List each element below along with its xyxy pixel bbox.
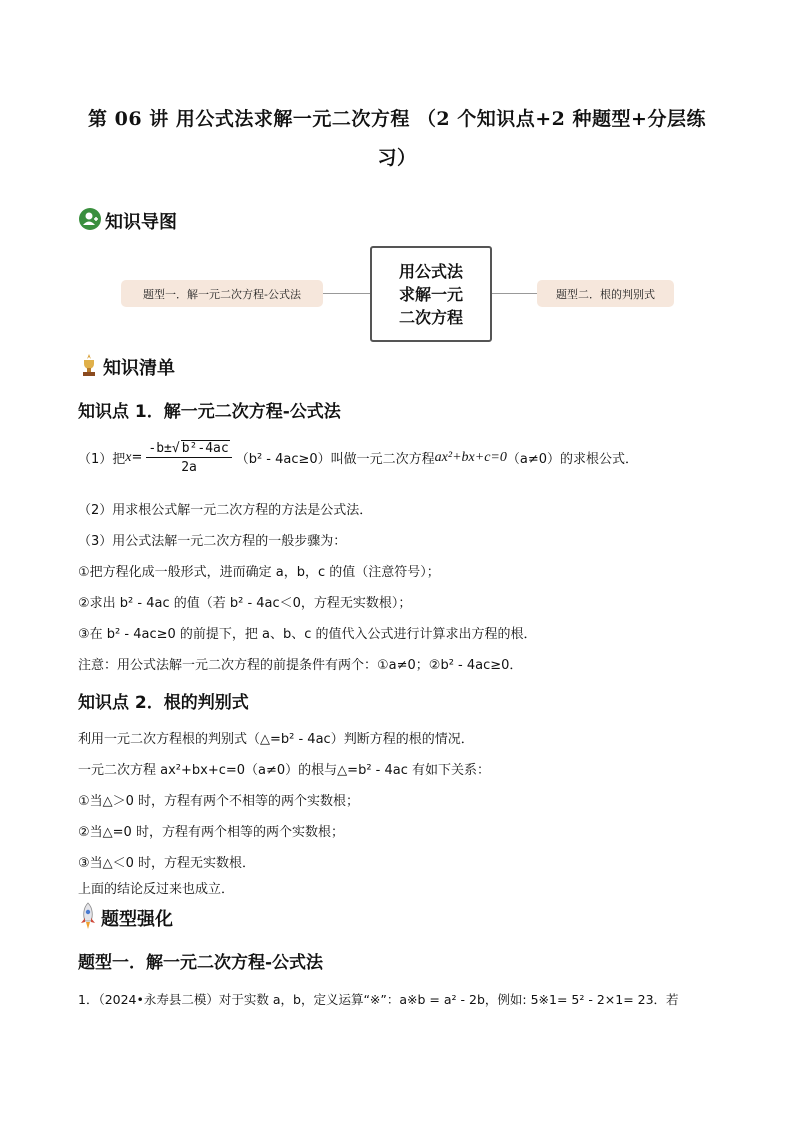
kp1-line-2: （2）用求根公式解一元二次方程的方法是公式法．	[78, 503, 373, 518]
kp2-line-3: ①当△＞0 时，方程有两个不相等的两个实数根；	[78, 794, 360, 809]
type1-title: 题型一．解一元二次方程-公式法	[78, 953, 324, 973]
kp1-formula-line	[78, 440, 638, 475]
kp2-line-6: 上面的结论反过来也成立．	[78, 882, 235, 897]
numerator-prefix: -b±	[148, 441, 172, 456]
mindmap-center-line: 用公式法	[398, 261, 463, 281]
equals-sign: =	[131, 450, 143, 465]
kp1-l1-middle: 叫做一元二次方程	[330, 452, 435, 467]
section-title: 知识清单	[103, 358, 175, 379]
kp1-line-6: ③在 b² - 4ac≥0 的前提下，把 a、b、c 的值代入公式进行计算求出方程的根．	[78, 627, 537, 642]
kp2-line-1: 利用一元二次方程根的判别式（△=b² - 4ac）判断方程的根的情况．	[78, 732, 474, 747]
document-title	[60, 100, 734, 178]
quadratic-equation: ax²+bx+c=0	[434, 449, 507, 465]
title-line-1: 第 06 讲 用公式法求解一元二次方程 （2 个知识点+2 种题型+分层练	[88, 108, 706, 130]
kp1-line-3: （3）用公式法解一元二次方程的一般步骤为：	[78, 534, 347, 549]
mindmap-center-node	[370, 246, 492, 342]
kp1-l1-condition: （b² - 4ac≥0）	[235, 452, 331, 467]
user-add-icon	[78, 207, 102, 235]
mindmap-center-line: 求解一元	[398, 284, 463, 304]
kp1-l1-prefix: （1）把	[78, 452, 126, 467]
mindmap-connector-left	[323, 293, 370, 294]
question-1: 1．（2024•永寿县二模）对于实数 a，b，定义运算“※”：a※b = a² - 2b，例如: 5※1= 5² - 2×1= 23．若	[78, 992, 679, 1007]
trophy-icon	[78, 352, 100, 382]
rocket-icon	[78, 902, 98, 934]
kp2-line-5: ③当△＜0 时，方程无实数根．	[78, 856, 256, 871]
section-title: 知识导图	[105, 212, 177, 233]
quadratic-formula-fraction	[146, 440, 231, 475]
kp2-line-4: ②当△=0 时，方程有两个相等的两个实数根；	[78, 825, 344, 840]
section-title: 题型强化	[101, 909, 173, 930]
variable-x: x	[125, 449, 132, 465]
kp1-l1-suffix: 的求根公式．	[560, 452, 639, 467]
section-mindmap-heading	[78, 207, 177, 235]
mindmap-node-left: 题型一．解一元二次方程-公式法	[121, 280, 323, 307]
fraction-numerator	[146, 440, 231, 458]
kp2-line-2: 一元二次方程 ax²+bx+c=0（a≠0）的根与△=b² - 4ac 有如下关系：	[78, 763, 491, 778]
sqrt-symbol: √	[171, 441, 180, 456]
title-line-2: 习）	[377, 147, 417, 169]
kp1-line-4: ①把方程化成一般形式，进而确定 a，b，c 的值（注意符号）；	[78, 565, 440, 580]
kp1-line-5: ②求出 b² - 4ac 的值（若 b² - 4ac＜0，方程无实数根）；	[78, 596, 412, 611]
mindmap-center-line: 二次方程	[398, 307, 463, 327]
mindmap-node-right: 题型二．根的判别式	[537, 280, 674, 307]
radicand: b²-4ac	[181, 441, 229, 456]
kp1-line-7: 注意：用公式法解一元二次方程的前提条件有两个：①a≠0；②b² - 4ac≥0．	[78, 658, 523, 673]
mindmap-connector-right	[488, 293, 537, 294]
kp1-title: 知识点 1．解一元二次方程-公式法	[78, 402, 341, 422]
kp1-l1-condition-2: （a≠0）	[506, 452, 560, 467]
section-knowledge-heading	[78, 352, 175, 382]
section-practice-heading	[78, 902, 173, 934]
fraction-denominator: 2a	[181, 460, 197, 475]
kp2-title: 知识点 2．根的判别式	[78, 693, 249, 713]
